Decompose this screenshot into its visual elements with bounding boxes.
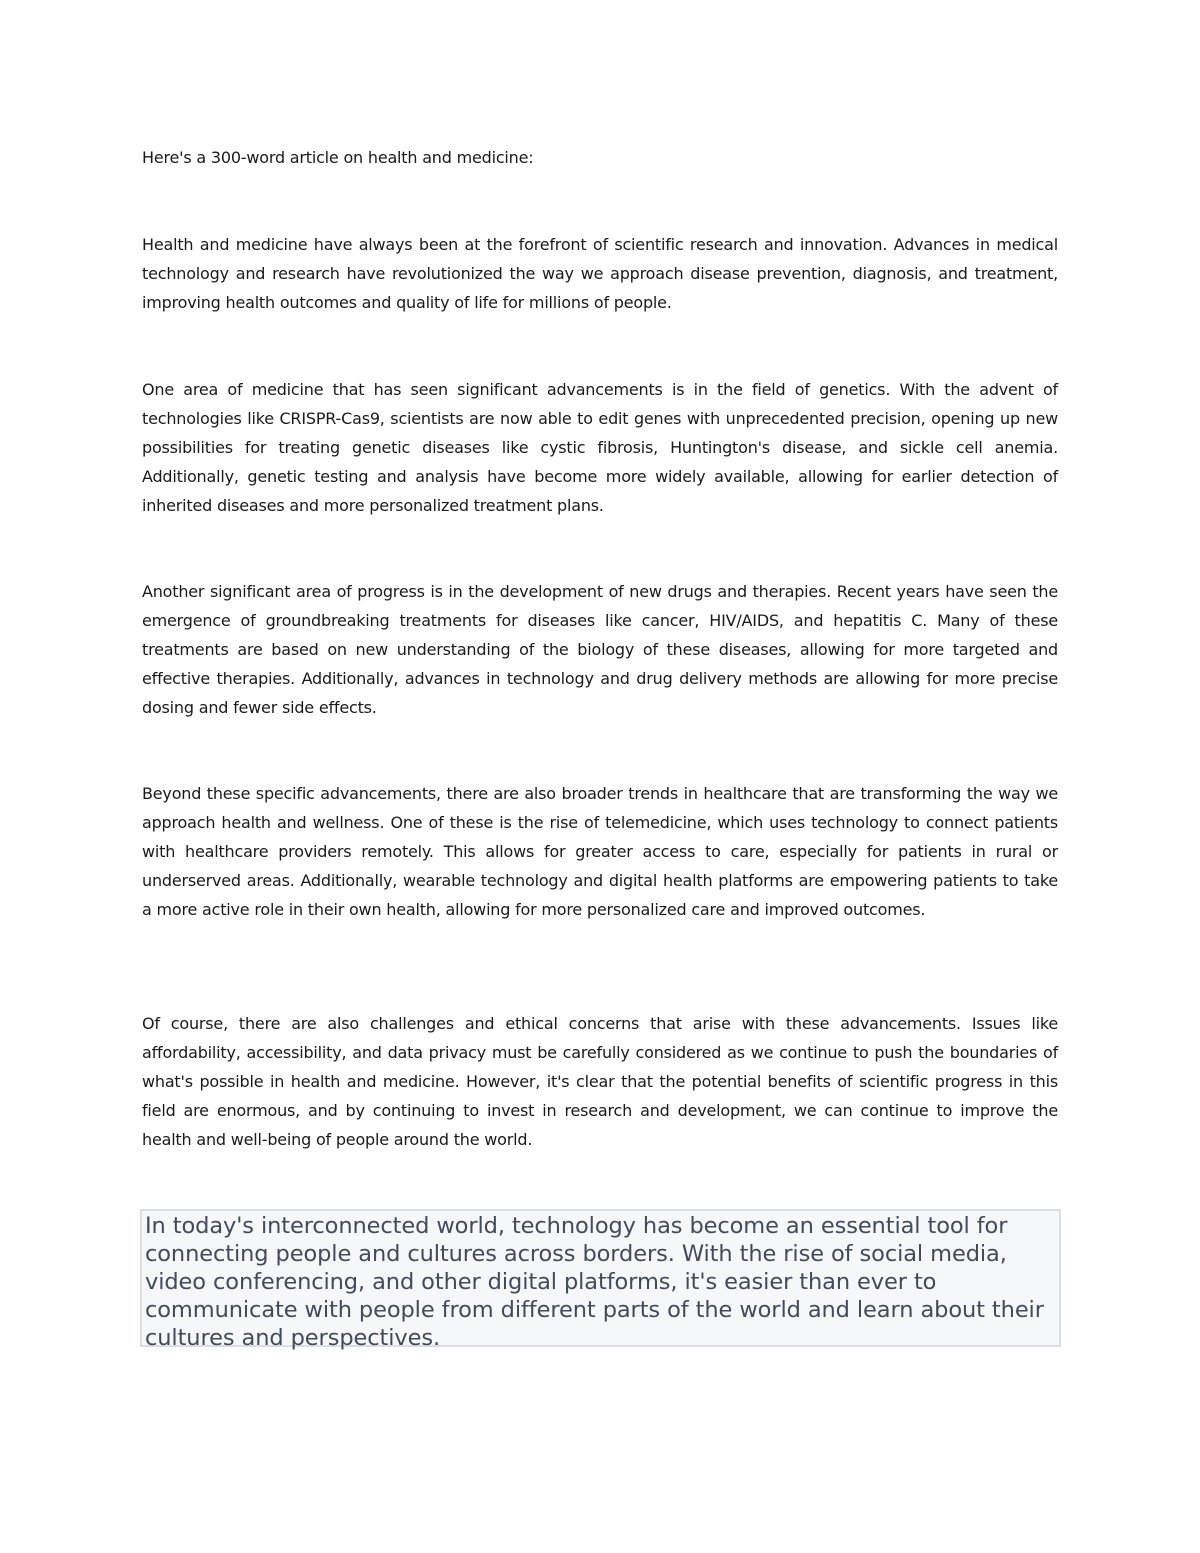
callout-box bbox=[140, 1209, 1061, 1351]
paragraph-healthcare-trends: Beyond these specific advancements, there are also broader trends in healthcare that are transforming the way we approach health and wellness. One of these is the rise of telemedicine, which uses technology to connect patients with healthcare providers remotely. This allows for greater access to care, especially for patients in rural or underserved areas. Additionally, wearable technology and digital health platforms are empowering patients to take a more active role in their own health, allowing for more personalized care and improved outcomes. bbox=[142, 784, 1058, 919]
callout-text: In today's interconnected world, technology has become an essential tool for connecting people and cultures across borders. With the rise of social media, video conferencing, and other digital platforms, it's easier than ever to communicate with people from different parts of the world and learn about their cultures and perspectives. bbox=[145, 1213, 1044, 1351]
intro-line: Here's a 300-word article on health and medicine: bbox=[142, 148, 534, 167]
paragraph-health-and-medicine: Health and medicine have always been at the forefront of scientific research and innovation. Advances in medical technology and research have revolutionized the way we approach disease prevention, diagnosis, and treatment, improving health outcomes and quality of life for millions of people. bbox=[142, 235, 1058, 312]
paragraph-genetics: One area of medicine that has seen significant advancements is in the field of genetics. With the advent of technologies like CRISPR-Cas9, scientists are now able to edit genes with unprecedented precision, opening up new possibilities for treating genetic diseases like cystic fibrosis, Huntington's disease, and sickle cell anemia. Additionally, genetic testing and analysis have become more widely available, allowing for earlier detection of inherited diseases and more personalized treatment plans. bbox=[142, 380, 1058, 515]
paragraph-challenges: Of course, there are also challenges and ethical concerns that arise with these advancements. Issues like affordability, accessibility, and data privacy must be carefully considered as we continue to push the boundaries of what's possible in health and medicine. However, it's clear that the potential benefits of scientific progress in this field are enormous, and by continuing to invest in research and development, we can continue to improve the health and well-being of people around the world. bbox=[142, 1014, 1058, 1149]
paragraph-drugs-and-therapies: Another significant area of progress is in the development of new drugs and therapies. Recent years have seen the emergence of groundbreaking treatments for diseases like cancer, HIV/AIDS, and hepatitis C. Many of these treatments are based on new understanding of the biology of these diseases, allowing for more targeted and effective therapies. Additionally, advances in technology and drug delivery methods are allowing for more precise dosing and fewer side effects. bbox=[142, 582, 1058, 717]
